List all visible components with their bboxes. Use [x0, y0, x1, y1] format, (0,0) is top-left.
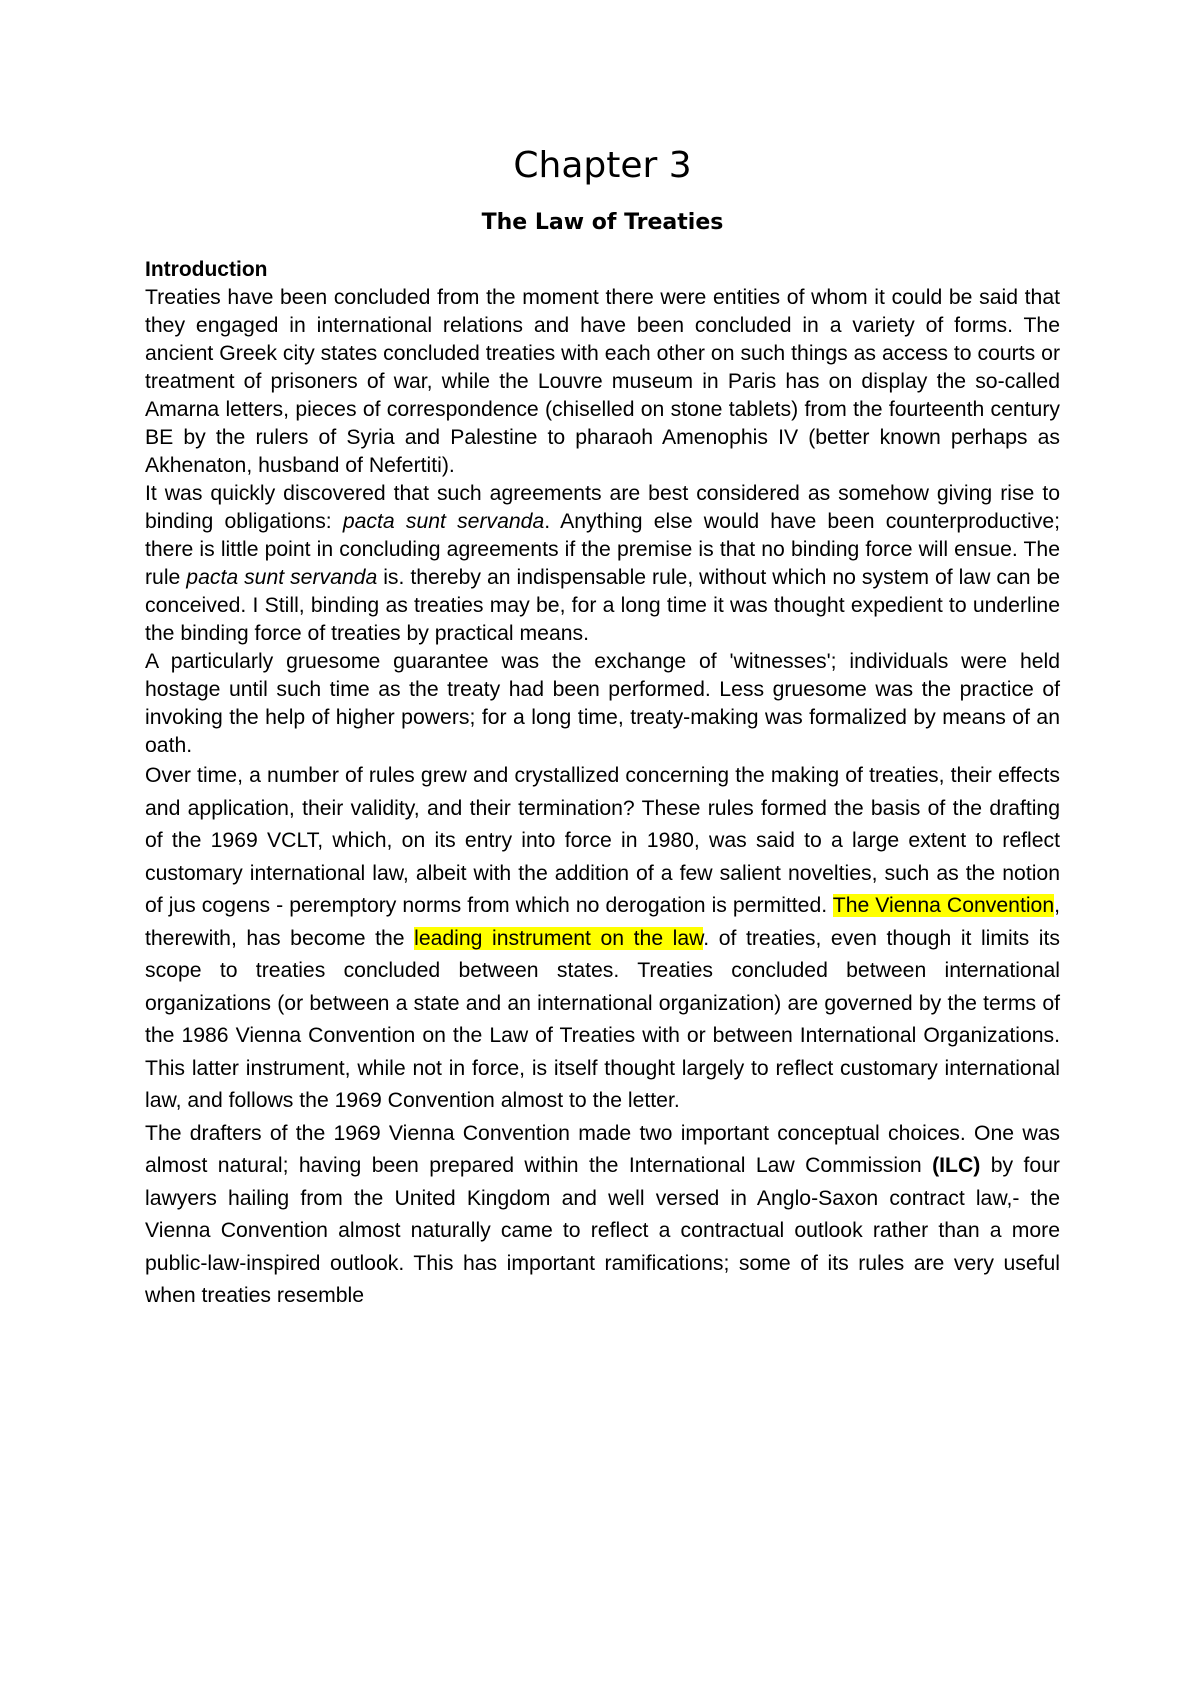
- ilc-abbreviation: (ILC): [932, 1154, 981, 1177]
- chapter-subtitle: The Law of Treaties: [481, 210, 724, 235]
- highlight-vienna-convention: The Vienna Convention: [832, 894, 1055, 917]
- paragraph-2-text-a: It was quickly discovered that such agreements are best considered as somehow giving rise to binding obligations:: [145, 482, 1060, 533]
- highlight-leading-instrument: leading instrument on the law: [414, 926, 704, 950]
- paragraph-5: [145, 1118, 1060, 1313]
- paragraph-4-text-b: , therewith, has become the: [145, 894, 1061, 950]
- paragraph-5-text-b: by four lawyers hailing from the United Kingdom and well versed in Anglo-Saxon contract law,- the Vienna Convention almost naturally came to reflect a contractual outlook rather than a more public-law-inspired outlook. This has important ramifications; some of its rules are very useful when treaties resemble: [145, 1154, 1060, 1307]
- paragraph-3: A particularly gruesome guarantee was the exchange of 'witnesses'; individuals were held hostage until such time as the treaty had been performed. Less gruesome was the practice of invoking the help of higher powers; for a long time, treaty-making was formalized by means of an oath.: [145, 650, 1060, 757]
- paragraph-5-text-a: The drafters of the 1969 Vienna Convention made two important conceptual choices. One was almost natural; having been prepared within the International Law Commission: [145, 1121, 1060, 1177]
- paragraph-4: [145, 760, 1060, 1118]
- paragraph-2: [145, 480, 1060, 648]
- chapter-title: Chapter 3: [513, 145, 692, 186]
- paragraph-1: Treaties have been concluded from the moment there were entities of whom it could be said that they engaged in international relations and have been concluded in a variety of forms. The ancient Greek city states concluded treaties with each other on such things as access to courts or treatment of prisoners of war, while the Louvre museum in Paris has on display the so-called Amarna letters, pieces of correspondence (chiselled on stone tablets) from the fourteenth century BE by the rulers of Syria and Palestine to pharaoh Amenophis IV (better known perhaps as Akhenaton, husband of Nefertiti).: [145, 286, 1060, 477]
- paragraph-2-text-b: . Anything else would have been counterproductive; there is little point in concluding agreements if the premise is that no binding force will ensue. The rule: [145, 510, 1061, 589]
- paragraph-2-text-c: is. thereby an indispensable rule, without which no system of law can be conceived. I Still, binding as treaties may be, for a long time it was thought expedient to underline the binding force of treaties by practical means.: [145, 566, 1061, 645]
- document-page: [145, 140, 1060, 1313]
- section-heading-introduction: Introduction: [145, 258, 268, 281]
- latin-phrase-pacta-2: pacta sunt servanda: [186, 566, 378, 589]
- paragraph-4-text-c: . of treaties, even though it limits its scope to treaties concluded between states. Treaties concluded between international organizations (or between a state and an international organization) are governed by the terms of the 1986 Vienna Convention on the Law of Treaties with or between International Organizations. This latter instrument, while not in force, is itself thought largely to reflect customary international law, and follows the 1969 Convention almost to the letter.: [145, 926, 1060, 1112]
- paragraph-4-text-a: Over time, a number of rules grew and crystallized concerning the making of treaties, their effects and application, their validity, and their termination? These rules formed the basis of the drafting of the 1969 VCLT, which, on its entry into force in 1980, was said to a large extent to reflect customary international law, albeit with the addition of a few salient novelties, such as the notion of jus cogens - peremptory norms from which no derogation is permitted.: [145, 764, 1060, 917]
- latin-phrase-pacta-1: pacta sunt servanda: [342, 510, 545, 533]
